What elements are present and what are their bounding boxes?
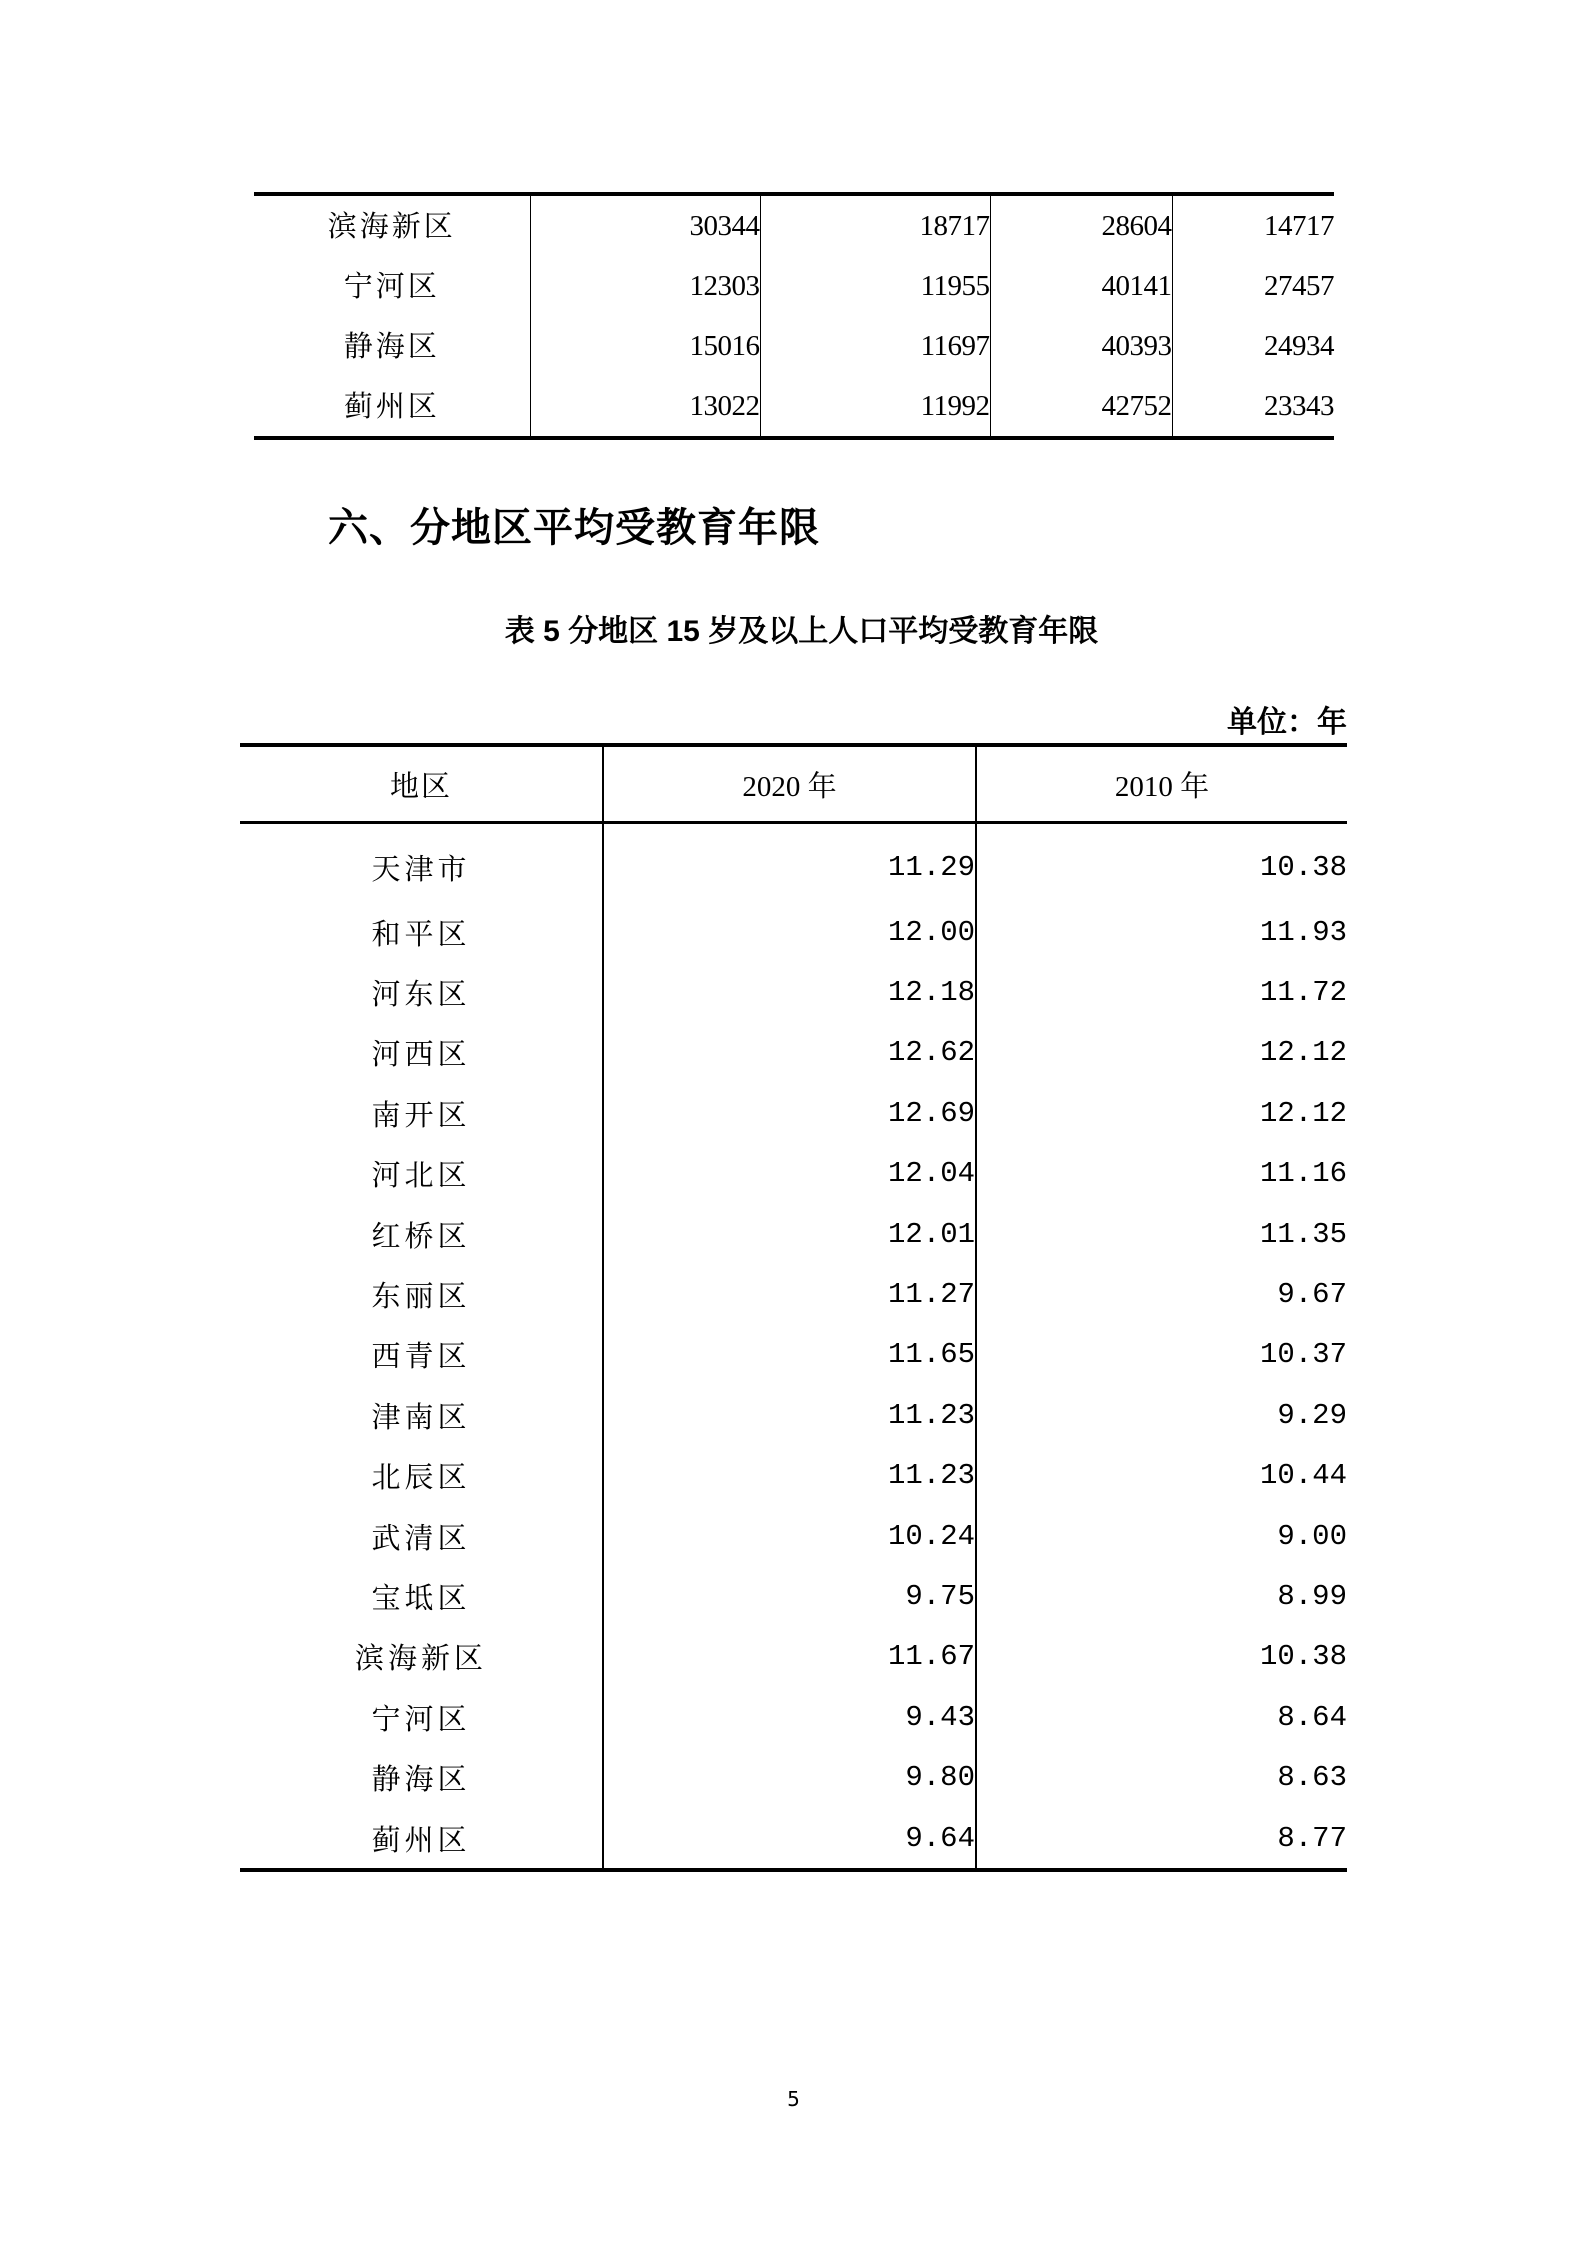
value-2020-cell: 11.27 [603, 1264, 976, 1324]
region-cell: 津南区 [240, 1385, 603, 1445]
region-cell: 天津市 [240, 823, 603, 903]
table-row [240, 1747, 1347, 1807]
value-cell: 40141 [990, 256, 1172, 316]
region-cell: 宝坻区 [240, 1566, 603, 1626]
value-2020-cell: 11.67 [603, 1627, 976, 1687]
value-2010-cell: 8.64 [1277, 1700, 1347, 1734]
value-2020-cell: 12.69 [603, 1083, 976, 1143]
education-years-table [240, 743, 1347, 1872]
table-row [240, 1204, 1347, 1264]
value-2020-cell: 12.04 [603, 1144, 976, 1204]
value-2010-cell: 11.35 [1259, 1217, 1347, 1251]
continued-table-body [254, 194, 1334, 438]
value-cell: 14717 [1264, 210, 1334, 242]
value-2010-cell: 11.72 [1259, 976, 1347, 1010]
region-cell: 滨海新区 [240, 1627, 603, 1687]
region-cell: 河东区 [240, 962, 603, 1022]
value-2010-cell: 9.29 [1277, 1398, 1347, 1432]
value-2020-cell: 10.24 [603, 1506, 976, 1566]
region-cell: 滨海新区 [254, 194, 530, 256]
table-row [240, 1627, 1347, 1687]
section-heading: 六、分地区平均受教育年限 [328, 505, 820, 551]
value-2010-cell: 11.16 [1259, 1157, 1347, 1191]
continued-population-table [254, 192, 1334, 440]
value-2020-cell: 9.64 [603, 1808, 976, 1870]
value-cell: 42752 [990, 376, 1172, 438]
table-row [240, 1506, 1347, 1566]
value-2010-cell: 12.12 [1259, 1096, 1347, 1130]
value-2010-cell: 8.99 [1277, 1579, 1347, 1613]
value-2020-cell: 11.23 [603, 1446, 976, 1506]
value-2010-cell: 10.38 [1259, 850, 1347, 884]
value-2010-cell: 9.00 [1277, 1519, 1347, 1553]
table-row [240, 1325, 1347, 1385]
value-cell: 23343 [1264, 390, 1334, 422]
table-caption: 表 5 分地区 15 岁及以上人口平均受教育年限 [504, 615, 1099, 648]
header-2010: 2010 年 [976, 745, 1347, 823]
value-2020-cell: 12.62 [603, 1023, 976, 1083]
value-2020-cell: 9.43 [603, 1687, 976, 1747]
value-2010-cell: 10.38 [1259, 1640, 1347, 1674]
value-2010-cell: 8.63 [1277, 1761, 1347, 1795]
table-row [254, 376, 1334, 438]
value-2010-cell: 10.37 [1259, 1338, 1347, 1372]
region-cell: 蓟州区 [240, 1808, 603, 1870]
value-2020-cell: 12.01 [603, 1204, 976, 1264]
table-row [240, 1264, 1347, 1324]
table-row [254, 194, 1334, 256]
region-cell: 南开区 [240, 1083, 603, 1143]
value-cell: 40393 [990, 316, 1172, 376]
value-cell: 11697 [760, 316, 990, 376]
table-header-row [240, 745, 1347, 823]
unit-label: 单位：年 [1227, 706, 1347, 739]
value-cell: 13022 [530, 376, 760, 438]
value-cell: 11992 [760, 376, 990, 438]
header-region: 地区 [240, 745, 603, 823]
region-cell: 河西区 [240, 1023, 603, 1083]
region-cell: 宁河区 [240, 1687, 603, 1747]
value-2010-cell: 9.67 [1277, 1278, 1347, 1312]
value-2020-cell: 11.23 [603, 1385, 976, 1445]
region-cell: 河北区 [240, 1144, 603, 1204]
table-row [240, 1385, 1347, 1445]
value-2010-cell: 12.12 [1259, 1036, 1347, 1070]
value-2020-cell: 12.00 [603, 902, 976, 962]
value-cell: 15016 [530, 316, 760, 376]
value-2020-cell: 9.80 [603, 1747, 976, 1807]
table-row [240, 1687, 1347, 1747]
table-row [240, 1808, 1347, 1870]
region-cell: 蓟州区 [254, 376, 530, 438]
region-cell: 西青区 [240, 1325, 603, 1385]
value-cell: 27457 [1264, 270, 1334, 302]
region-cell: 武清区 [240, 1506, 603, 1566]
value-2010-cell: 8.77 [1277, 1821, 1347, 1855]
value-2020-cell: 11.29 [603, 823, 976, 903]
page-number: 5 [787, 2087, 800, 2111]
table-row [240, 823, 1347, 903]
value-2020-cell: 9.75 [603, 1566, 976, 1626]
table-row [240, 1023, 1347, 1083]
region-cell: 北辰区 [240, 1446, 603, 1506]
region-cell: 宁河区 [254, 256, 530, 316]
table-row [240, 1144, 1347, 1204]
value-cell: 11955 [760, 256, 990, 316]
region-cell: 静海区 [254, 316, 530, 376]
region-cell: 和平区 [240, 902, 603, 962]
table-row [254, 316, 1334, 376]
table-row [240, 902, 1347, 962]
value-cell: 18717 [760, 194, 990, 256]
value-cell: 24934 [1264, 330, 1334, 362]
header-2020: 2020 年 [603, 745, 976, 823]
value-cell: 30344 [530, 194, 760, 256]
education-table-body [240, 823, 1347, 1871]
value-2020-cell: 11.65 [603, 1325, 976, 1385]
value-2010-cell: 10.44 [1259, 1459, 1347, 1493]
value-cell: 12303 [530, 256, 760, 316]
region-cell: 东丽区 [240, 1264, 603, 1324]
table-row [254, 256, 1334, 316]
table-row [240, 1566, 1347, 1626]
table-row [240, 1083, 1347, 1143]
table-row [240, 962, 1347, 1022]
value-cell: 28604 [990, 194, 1172, 256]
table-row [240, 1446, 1347, 1506]
value-2010-cell: 11.93 [1259, 915, 1347, 949]
region-cell: 静海区 [240, 1747, 603, 1807]
value-2020-cell: 12.18 [603, 962, 976, 1022]
region-cell: 红桥区 [240, 1204, 603, 1264]
